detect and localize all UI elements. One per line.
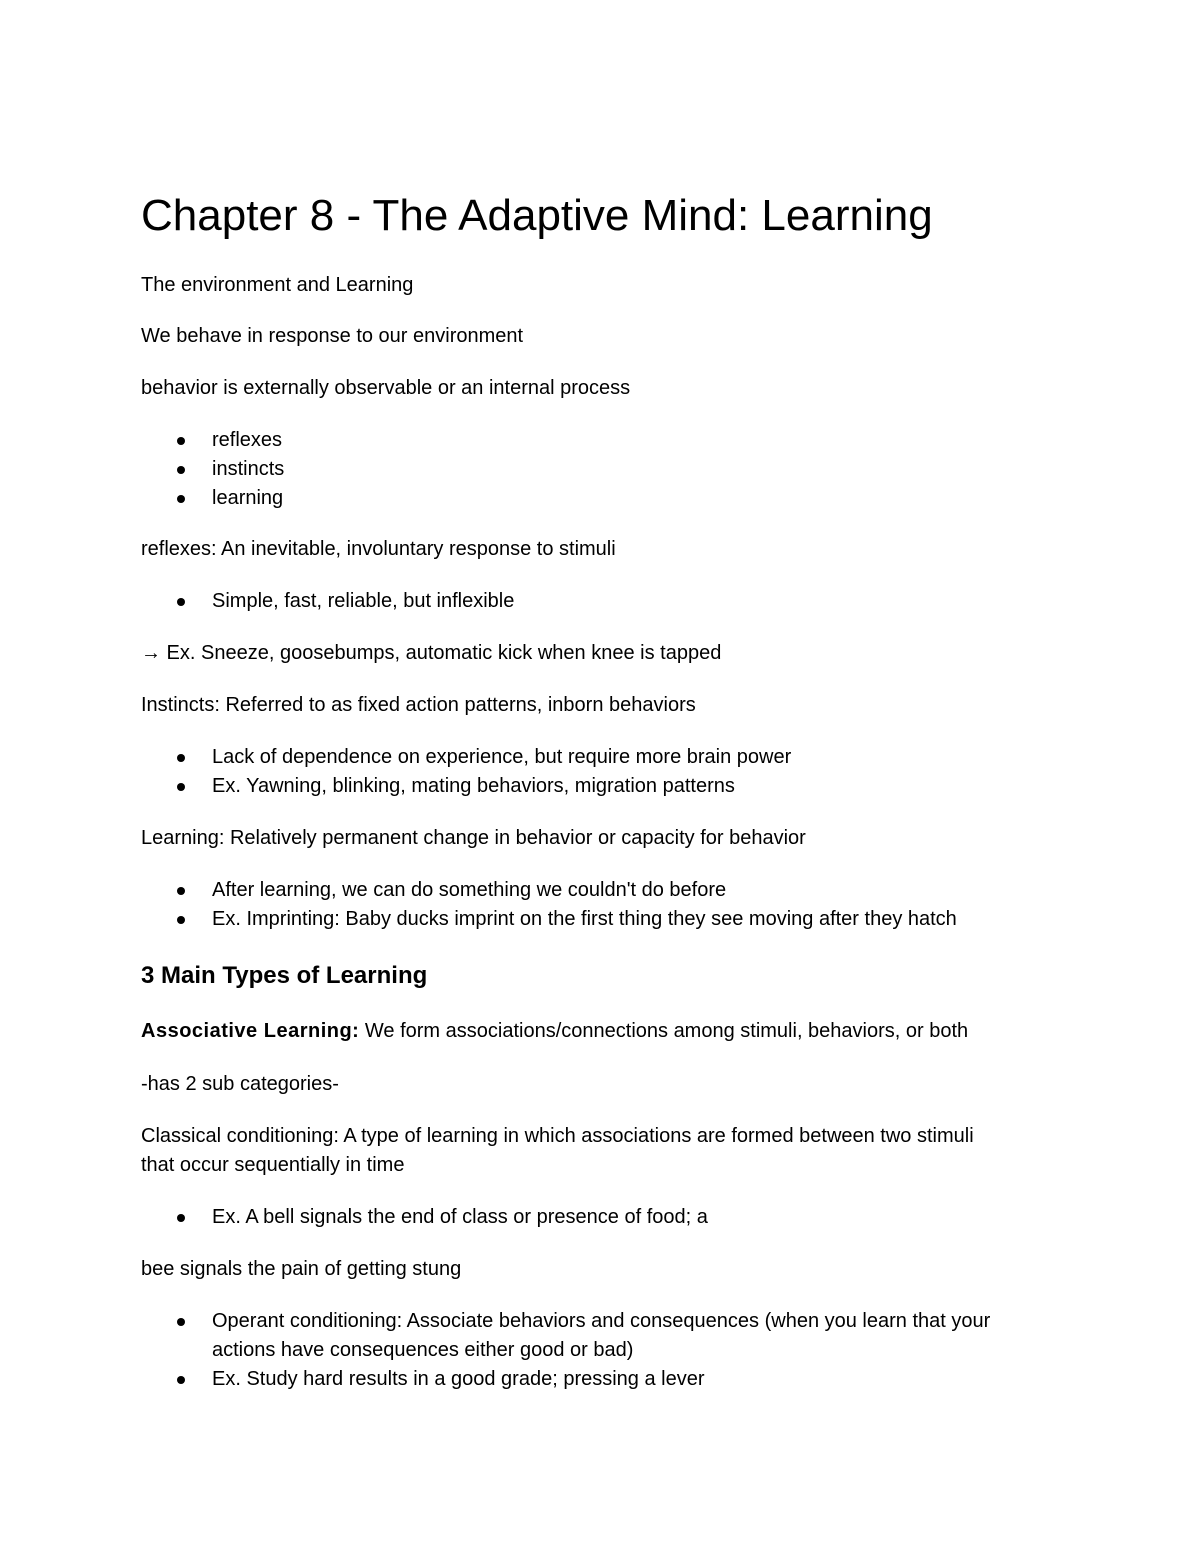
list-item [141, 455, 284, 484]
list-item-text: After learning, we can do something we couldn't do before [212, 879, 727, 901]
bullet-icon [177, 495, 185, 503]
list-item [141, 1203, 708, 1232]
chapter-title: Chapter 8 - The Adaptive Mind: Learning [141, 191, 933, 240]
reflexes-list [141, 587, 514, 616]
list-item [141, 426, 284, 455]
paragraph-classical-conditioning [141, 1122, 974, 1180]
bullet-icon [177, 754, 185, 762]
list-item-text: instincts [212, 458, 285, 480]
paragraph-instincts-definition: Instincts: Referred to as fixed action patterns, inborn behaviors [141, 694, 696, 716]
bullet-icon [177, 887, 185, 895]
list-item-text: learning [212, 487, 284, 509]
list-item-text: reflexes [212, 429, 283, 451]
section-heading-types-of-learning: 3 Main Types of Learning [141, 962, 428, 989]
list-item [141, 1307, 990, 1365]
list-item-text: Ex. Yawning, blinking, mating behaviors, migration patterns [212, 775, 735, 797]
list-item-text: Lack of dependence on experience, but require more brain power [212, 746, 792, 768]
list-item [141, 587, 514, 616]
bullet-icon [177, 783, 185, 791]
bullet-icon [177, 466, 185, 474]
instincts-list [141, 743, 791, 801]
paragraph-behavior-observable: behavior is externally observable or an internal process [141, 377, 631, 399]
classical-conditioning-list [141, 1203, 708, 1232]
list-item [141, 743, 791, 772]
classical-conditioning-line-1: Classical conditioning: A type of learning in which associations are formed between two stimuli [141, 1125, 974, 1147]
associative-learning-label: Associative Learning: [141, 1020, 360, 1042]
list-item [141, 905, 957, 934]
bullet-icon [177, 1214, 185, 1222]
bullet-icon [177, 437, 185, 445]
paragraph-bee-signals: bee signals the pain of getting stung [141, 1258, 462, 1280]
operant-conditioning-line-1: Operant conditioning: Associate behaviors and consequences (when you learn that your [212, 1310, 991, 1332]
paragraph-learning-definition: Learning: Relatively permanent change in behavior or capacity for behavior [141, 827, 806, 849]
behavior-types-list [141, 426, 284, 513]
list-item-text: Simple, fast, reliable, but inflexible [212, 590, 515, 612]
bullet-icon [177, 1376, 185, 1384]
list-item [141, 772, 791, 801]
paragraph-environment-learning: The environment and Learning [141, 274, 414, 296]
operant-conditioning-list [141, 1307, 990, 1394]
bullet-icon [177, 598, 185, 606]
operant-conditioning-line-2: actions have consequences either good or bad) [212, 1339, 634, 1361]
paragraph-behave-response: We behave in response to our environment [141, 325, 524, 347]
bullet-icon [177, 916, 185, 924]
paragraph-associative-learning [141, 1017, 968, 1046]
paragraph-reflexes-definition: reflexes: An inevitable, involuntary response to stimuli [141, 538, 616, 560]
associative-learning-text: We form associations/connections among stimuli, behaviors, or both [359, 1020, 969, 1042]
list-item [141, 876, 957, 905]
learning-list [141, 876, 957, 934]
list-item [141, 1365, 990, 1394]
classical-conditioning-line-2: that occur sequentially in time [141, 1154, 405, 1176]
list-item [141, 484, 284, 513]
paragraph-reflex-examples: → Ex. Sneeze, goosebumps, automatic kick when knee is tapped [141, 642, 722, 664]
list-item-text: Ex. A bell signals the end of class or presence of food; a [212, 1206, 708, 1228]
list-item-text: Ex. Study hard results in a good grade; pressing a lever [212, 1368, 705, 1390]
bullet-icon [177, 1318, 185, 1326]
paragraph-sub-categories: -has 2 sub categories- [141, 1073, 339, 1095]
list-item-text: Ex. Imprinting: Baby ducks imprint on the first thing they see moving after they hatch [212, 908, 957, 930]
